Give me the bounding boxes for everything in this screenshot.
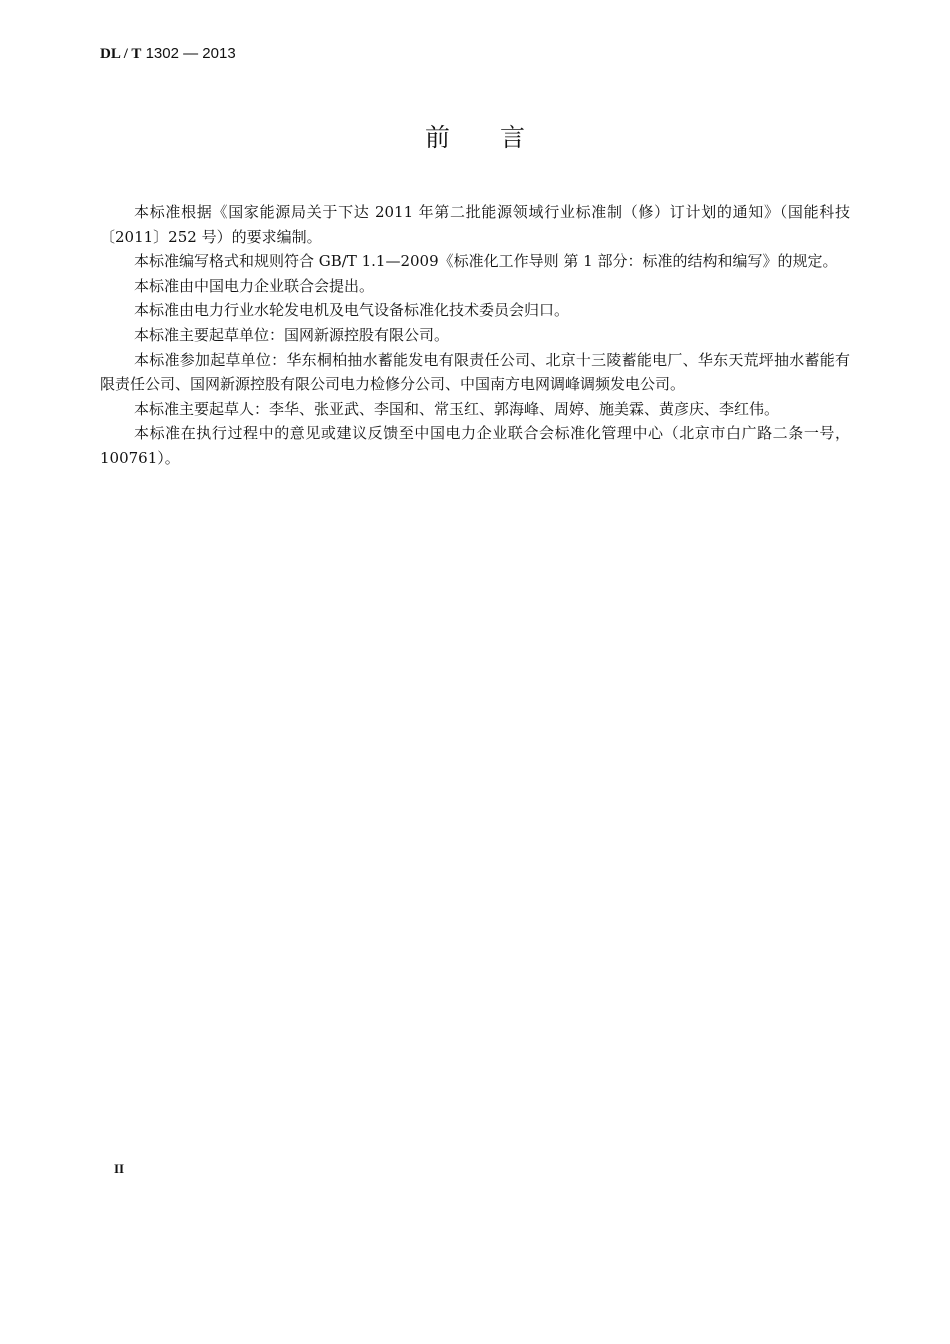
paragraph-plan-basis: 本标准根据《国家能源局关于下达 2011 年第二批能源领域行业标准制（修）订计划的通知》（国能科技〔2011〕252 号）的要求编制。	[100, 203, 850, 246]
page-header	[100, 44, 236, 63]
paragraph-committee: 本标准由电力行业水轮发电机及电气设备标准化技术委员会归口。	[134, 301, 570, 320]
paragraph-format-rules: 本标准编写格式和规则符合 GB/T 1.1—2009《标准化工作导则 第 1 部分：标准的结构和编写》的规定。	[134, 252, 838, 271]
paragraph-main-drafters: 本标准主要起草人：李华、张亚武、李国和、常玉红、郭海峰、周婷、施美霖、黄彦庆、李红伟。	[134, 399, 780, 418]
page-title: 前言	[424, 123, 575, 152]
page-number: II	[114, 1161, 125, 1176]
paragraph-feedback: 本标准在执行过程中的意见或建议反馈至中国电力企业联合会标准化管理中心（北京市白广路二条一号，100761）。	[100, 424, 850, 467]
standard-prefix: DL / T	[100, 46, 142, 62]
paragraph-participating-units: 本标准参加起草单位：华东桐柏抽水蓄能发电有限责任公司、北京十三陵蓄能电厂、华东天荒坪抽水蓄能有限责任公司、国网新源控股有限公司电力检修分公司、中国南方电网调峰调频发电公司。	[100, 350, 850, 394]
standard-number: 1302 — 2013	[141, 45, 236, 62]
paragraph-proposer: 本标准由中国电力企业联合会提出。	[134, 276, 375, 295]
foreword-body	[100, 200, 850, 471]
paragraph-main-drafter-unit: 本标准主要起草单位：国网新源控股有限公司。	[134, 325, 450, 344]
